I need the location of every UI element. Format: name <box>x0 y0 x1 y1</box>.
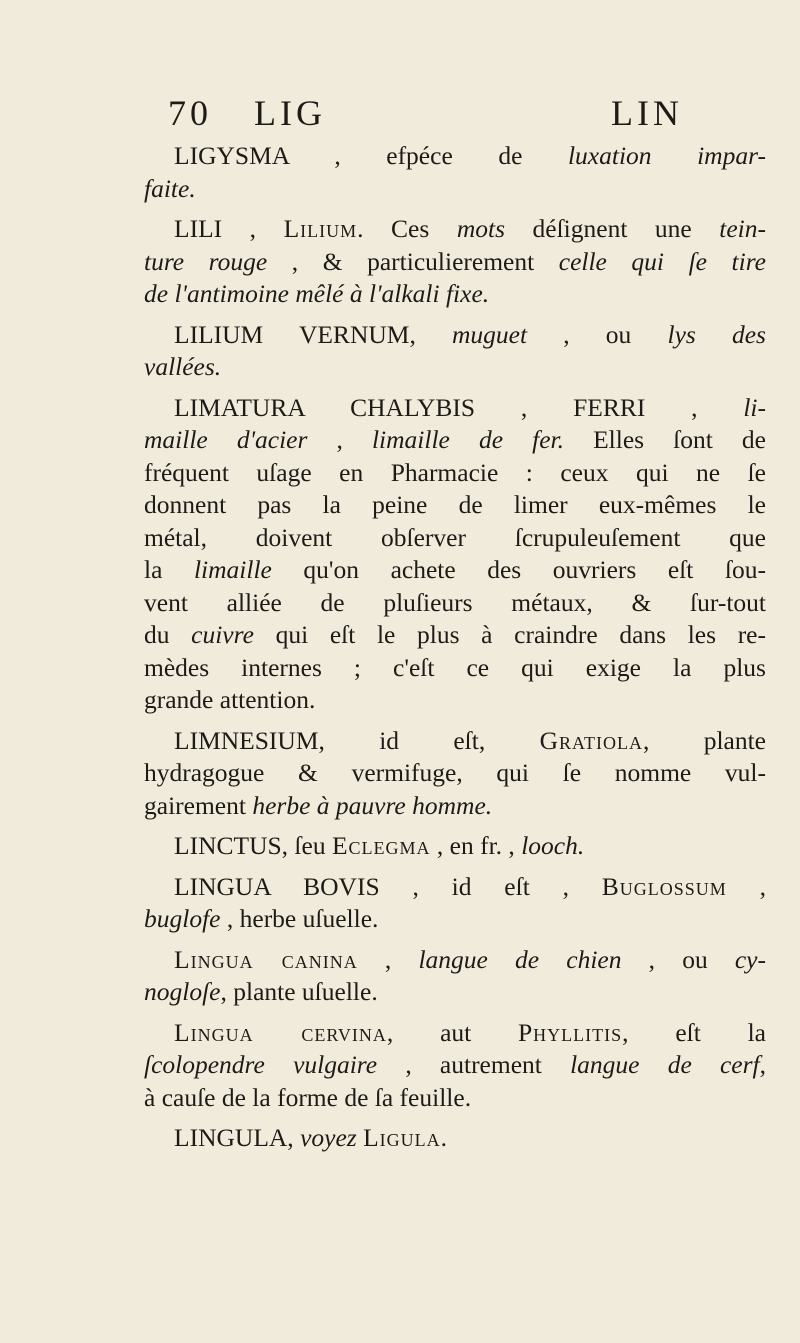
entry-line <box>144 684 766 717</box>
dictionary-entry <box>144 140 766 205</box>
text-run: , aut <box>386 1017 518 1047</box>
entry-line <box>144 652 766 685</box>
entry-line <box>144 489 766 522</box>
text-run: gairement <box>144 790 253 820</box>
text-run: LIMNESIUM, id eſt, <box>174 725 540 755</box>
small-caps-text: Buglossum <box>601 871 727 901</box>
entry-line <box>144 587 766 620</box>
entry-line <box>144 871 766 904</box>
page-number: 70 <box>168 93 212 133</box>
entry-line <box>144 554 766 587</box>
text-run: , <box>759 1050 766 1079</box>
italic-text: cuivre <box>191 620 254 649</box>
text-run: , plante <box>642 725 766 755</box>
dictionary-entry <box>144 1122 766 1155</box>
entry-line <box>144 790 766 823</box>
text-run: métal, doivent obſerver ſcrupuleuſement que <box>144 522 766 552</box>
small-caps-text: Lilium <box>283 214 358 243</box>
italic-text: maille d'acier <box>144 425 308 454</box>
text-run: LILIUM VERNUM, <box>174 319 452 349</box>
running-header <box>168 92 683 138</box>
italic-text: langue de chien <box>418 944 622 974</box>
text-run: qu'on achete des ouvriers eſt ſou- <box>271 555 766 584</box>
text-run: fréquent uſage en Pharmacie : ceux qui ne ſe <box>144 457 766 487</box>
entry-line <box>144 246 766 279</box>
entry-line <box>144 976 766 1009</box>
entry-line <box>144 1017 766 1050</box>
text-run: LINGULA, <box>174 1123 301 1152</box>
italic-text: tein- <box>719 214 767 243</box>
text-run: à cauſe de la forme de ſa feuille. <box>144 1082 472 1112</box>
text-run: , <box>726 871 766 901</box>
text-run: . Ces <box>357 214 457 243</box>
text-run: , autrement <box>377 1050 571 1079</box>
dictionary-entry <box>144 944 766 1009</box>
entry-line <box>144 522 766 555</box>
italic-text: li- <box>743 392 766 422</box>
text-run: , <box>307 425 372 454</box>
text-run: , ou <box>621 944 735 974</box>
text-run: vent alliée de pluſieurs métaux, & ſur-tout <box>144 587 766 617</box>
italic-text: limaille de fer. <box>371 425 564 454</box>
italic-text: buglofe <box>144 904 221 933</box>
text-run: grande attention. <box>144 685 316 714</box>
text-run: LIGYSMA , efpéce de <box>174 141 568 170</box>
text-run: , & particulierement <box>267 246 559 276</box>
dictionary-entries <box>144 140 766 1163</box>
small-caps-text: Gratiola <box>539 725 643 755</box>
text-run: qui eſt le plus à craindre dans les re- <box>253 620 766 649</box>
small-caps-text: Lingua canina <box>174 944 358 974</box>
italic-text: limaille <box>193 555 272 584</box>
entry-line <box>144 903 766 936</box>
entry-line <box>144 1049 766 1082</box>
text-run: déſignent une <box>505 214 720 243</box>
entry-line <box>144 619 766 652</box>
italic-text: looch. <box>521 831 585 860</box>
small-caps-text: Ligula <box>363 1123 441 1152</box>
italic-text: lys des <box>667 319 766 349</box>
italic-text: faite. <box>144 173 196 203</box>
italic-text: ture rouge <box>144 246 268 276</box>
dictionary-entry <box>144 1017 766 1115</box>
dictionary-entry <box>144 725 766 823</box>
entry-line <box>144 173 766 206</box>
italic-text: nogloſe <box>144 977 221 1006</box>
text-run: , herbe uſuelle. <box>220 904 379 933</box>
entry-line <box>144 757 766 790</box>
italic-text: de l'antimoine mêlé à l'alkali fixe. <box>144 279 490 308</box>
entry-line <box>144 424 766 457</box>
text-run: hydragogue & vermifuge, qui ſe nomme vul- <box>144 758 766 787</box>
italic-text: luxation impar- <box>567 141 766 170</box>
text-run: , <box>357 944 419 974</box>
italic-text: celle qui ſe tire <box>558 246 766 276</box>
text-run: , plante uſuelle. <box>220 977 378 1006</box>
entry-line <box>144 319 766 352</box>
right-running-head: LIN <box>611 93 683 133</box>
text-run: donnent pas la peine de limer eux-mêmes le <box>144 490 766 519</box>
text-run: LINCTUS, ſeu <box>174 831 332 860</box>
entry-line <box>144 944 766 977</box>
text-run: LINGUA BOVIS , id eſt , <box>174 871 602 901</box>
entry-line <box>144 278 766 311</box>
italic-text: herbe à pauvre homme. <box>252 790 493 820</box>
italic-text: langue de cerf <box>570 1050 760 1079</box>
entry-line <box>144 1082 766 1115</box>
text-run: du <box>144 620 192 649</box>
entry-line <box>144 351 766 384</box>
entry-line <box>144 213 766 246</box>
italic-text: cy- <box>734 944 766 974</box>
dictionary-entry <box>144 213 766 311</box>
small-caps-text: Lingua cervina <box>174 1017 387 1047</box>
text-run: , ou <box>527 319 668 349</box>
italic-text: voyez <box>300 1123 357 1152</box>
small-caps-text: Phyllitis <box>518 1017 623 1047</box>
text-run: . <box>440 1123 448 1152</box>
left-running-head: LIG <box>254 93 326 133</box>
entry-line <box>144 1122 766 1155</box>
dictionary-entry <box>144 319 766 384</box>
small-caps-text: Eclegma <box>331 831 431 860</box>
entry-line <box>144 457 766 490</box>
entry-line <box>144 725 766 758</box>
dictionary-entry <box>144 830 766 863</box>
text-run: Elles ſont de <box>564 425 766 454</box>
text-run: LIMATURA CHALYBIS , FERRI , <box>174 392 744 422</box>
italic-text: ſcolopendre vulgaire <box>144 1050 378 1079</box>
italic-text: muguet <box>452 319 528 349</box>
dictionary-entry <box>144 392 766 717</box>
text-run: la <box>144 555 194 584</box>
text-run: , eſt la <box>622 1017 766 1047</box>
entry-line <box>144 392 766 425</box>
entry-line <box>144 140 766 173</box>
text-run: LILI , <box>174 214 284 243</box>
italic-text: vallées. <box>144 352 222 381</box>
dictionary-entry <box>144 871 766 936</box>
italic-text: mots <box>456 214 505 243</box>
entry-line <box>144 830 766 863</box>
text-run: mèdes internes ; c'eſt ce qui exige la plus <box>144 652 766 682</box>
text-run: , en fr. , <box>430 831 522 860</box>
